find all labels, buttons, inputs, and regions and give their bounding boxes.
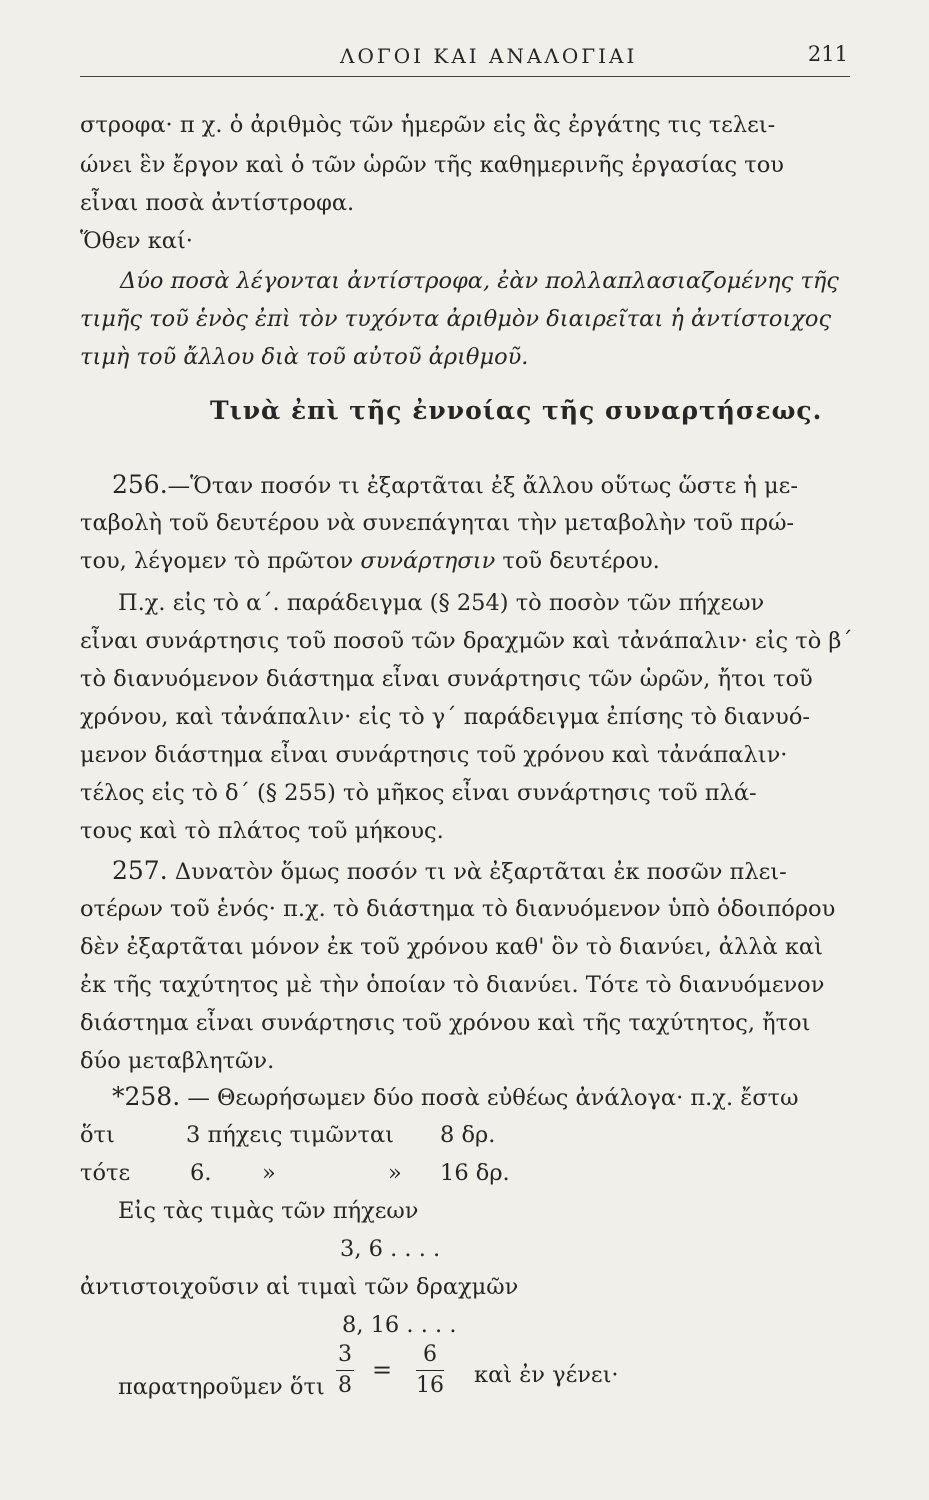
ditto-mark: » — [388, 1160, 402, 1186]
example-row-2-quantity: 6. — [190, 1160, 212, 1186]
text-line: δὲν ἐξαρτᾶται μόνον ἐκ τοῦ χρόνου καθ' ὃν τὸ διανύει, ἀλλὰ καὶ — [80, 934, 823, 960]
text-line: δύο μεταβλητῶν. — [80, 1048, 275, 1074]
text-line: ώνει ἓν ἔργον καὶ ὁ τῶν ὡρῶν τῆς καθημερινῆς ἐργασίας του — [80, 152, 784, 178]
text-line: χρόνου, καὶ τἀνάπαλιν· εἰς τὸ γ΄ παράδειγμα ἐπίσης τὸ διανυό- — [80, 704, 810, 730]
paragraph-number: *258. — [112, 1082, 181, 1111]
page-number: 211 — [807, 42, 848, 66]
paragraph-number: 257. — [112, 856, 168, 885]
paragraph-256-last-line: του, λέγομεν τὸ πρῶτον συνάρτησιν τοῦ δευτέρου. — [80, 548, 660, 574]
example-row-1-price: 8 δρ. — [440, 1122, 496, 1148]
paragraph-256-first-line: 256.—Ὅταν ποσόν τι ἐξαρτᾶται ἐξ ἄλλου οὕτως ὥστε ἡ με- — [112, 470, 798, 499]
definition-line: τιμὴ τοῦ ἄλλου διὰ τοῦ αὐτοῦ ἀριθμοῦ. — [80, 344, 529, 370]
sequence-cubits: 3, 6 . . . . — [340, 1236, 441, 1262]
ditto-mark: » — [262, 1160, 276, 1186]
example-row-2-price: 16 δρ. — [440, 1160, 510, 1186]
example-row-1-word: ὅτι — [80, 1122, 115, 1148]
text-line: διάστημα εἶναι συνάρτησις τοῦ χρόνου καὶ τῆς ταχύτητος, ἤτοι — [80, 1010, 811, 1036]
paragraph-257-first-line: 257. Δυνατὸν ὅμως ποσόν τι νὰ ἐξαρτᾶται ἐκ ποσῶν πλει- — [112, 856, 787, 885]
text-line: παρατηροῦμεν ὅτι — [118, 1374, 325, 1400]
section-heading: Τινὰ ἐπὶ τῆς ἐννοίας τῆς συναρτήσεως. — [210, 396, 823, 425]
paragraph-number: 256. — [112, 470, 168, 499]
running-title: ΛΟΓΟΙ ΚΑΙ ΑΝΑΛΟΓΙΑΙ — [340, 44, 638, 68]
paragraph-258-first-line: *258. — Θεωρήσωμεν δύο ποσὰ εὐθέως ἀνάλογα· π.χ. ἔστω — [112, 1082, 799, 1111]
text-line: τους καὶ τὸ πλάτος τοῦ μήκους. — [80, 818, 444, 844]
text-line: ἐκ τῆς ταχύτητος μὲ τὴν ὁποίαν τὸ διανύει. Τότε τὸ διανυόμενον — [80, 972, 825, 998]
text-line: μενον διάστημα εἶναι συνάρτησις τοῦ χρόνου καὶ τἀνάπαλιν· — [80, 742, 788, 768]
text-line: καὶ ἐν γένει· — [474, 1362, 619, 1388]
fraction-6-16: $\frac{6}{16}$ — [416, 1342, 444, 1398]
example-row-1-quantity: 3 πήχεις τιμῶνται — [186, 1122, 394, 1148]
text-line: τέλος εἰς τὸ δ΄ (§ 255) τὸ μῆκος εἶναι συνάρτησις τοῦ πλά- — [80, 780, 757, 806]
text-line: στροφα· π χ. ὁ ἀριθμὸς τῶν ἡμερῶν εἰς ἃς ἐργάτης τις τελει- — [80, 112, 776, 138]
text-line: ἀντιστοιχοῦσιν αἱ τιμαὶ τῶν δραχμῶν — [80, 1274, 519, 1300]
sequence-drachmas: 8, 16 . . . . — [342, 1312, 457, 1338]
text-line: Ὅθεν καί· — [80, 228, 193, 254]
text-line: οτέρων τοῦ ἑνός· π.χ. τὸ διάστημα τὸ διανυόμενον ὑπὸ ὁδοιπόρου — [80, 896, 836, 922]
example-row-2-word: τότε — [80, 1160, 131, 1186]
text-line: τὸ διανυόμενον διάστημα εἶναι συνάρτησις τῶν ὡρῶν, ἤτοι τοῦ — [80, 666, 813, 692]
page-header — [80, 40, 850, 77]
definition-line: Δύο ποσὰ λέγονται ἀντίστροφα, ἐὰν πολλαπλασιαζομένης τῆς — [120, 268, 839, 294]
equals-sign: = — [372, 1356, 393, 1384]
text-line: Π.χ. εἰς τὸ α΄. παράδειγμα (§ 254) τὸ ποσὸν τῶν πήχεων — [118, 590, 765, 616]
text-line: ταβολὴ τοῦ δευτέρου νὰ συνεπάγηται τὴν μεταβολὴν τοῦ πρώ- — [80, 510, 795, 536]
fraction-3-8: $\frac{3}{8}$ — [338, 1342, 352, 1398]
definition-line: τιμῆς τοῦ ἑνὸς ἐπὶ τὸν τυχόντα ἀριθμὸν διαιρεῖται ἡ ἀντίστοιχος — [80, 306, 832, 332]
italic-term: συνάρτησιν — [360, 548, 496, 574]
text-line: Εἰς τὰς τιμὰς τῶν πήχεων — [118, 1198, 419, 1224]
text-line: εἶναι συνάρτησις τοῦ ποσοῦ τῶν δραχμῶν καὶ τἀνάπαλιν· εἰς τὸ β΄ — [80, 628, 853, 654]
text-line: εἶναι ποσὰ ἀντίστροφα. — [80, 190, 355, 216]
